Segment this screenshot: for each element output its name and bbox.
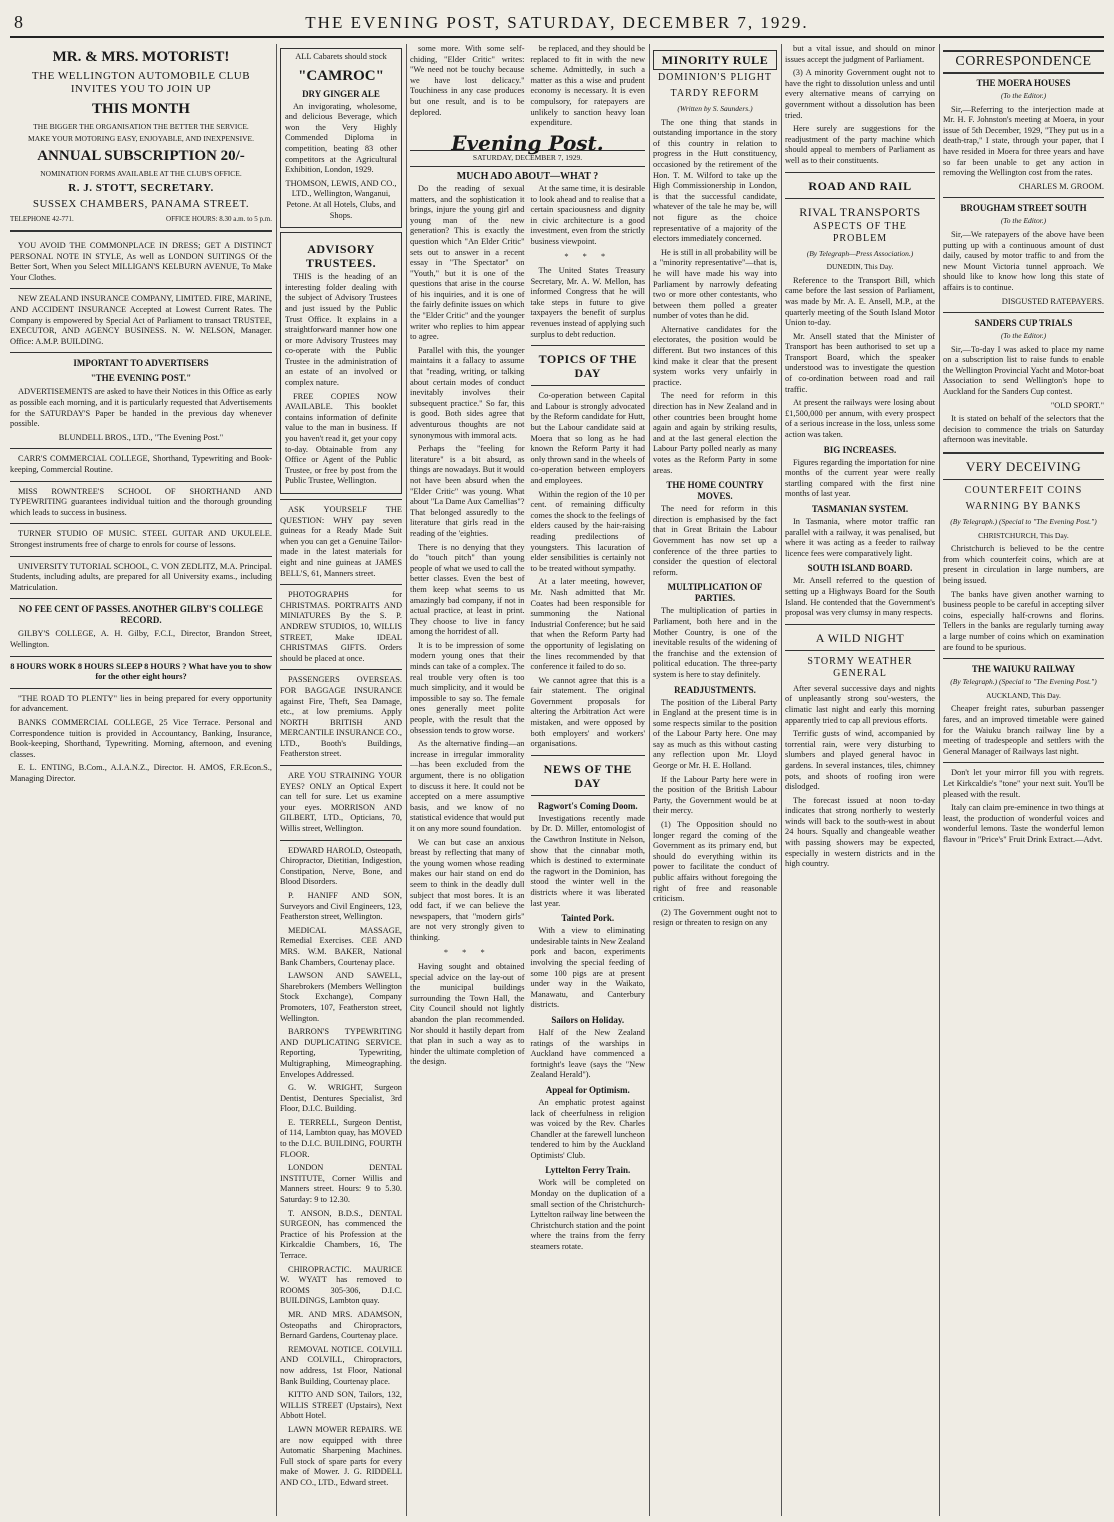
- news-p1: Investigations recently made by Dr. D. Miller, entomologist of the Cawthron Institute in Nelson, show that the cinnabar moth, which is destined to exterminate the ragwort in the Dominion, has stood the winter well in the districts where it was liberated last year.: [530, 813, 645, 908]
- photographs-ad: PHOTOGRAPHS for CHRISTMAS. PORTRAITS AND MINIATURES By the S. P. ANDREW STUDIOS, 10, WILLIS STREET, Make IDEAL CHRISTMAS GIFTS. Orders should be placed at once.: [280, 590, 402, 663]
- divider: [531, 385, 646, 386]
- wind-sub: STORMY WEATHER GENERAL: [807, 655, 913, 679]
- editorial-p2: Parallel with this, the younger maintains it a fallacy to assume that "reading, writing, or talking about certain modes of conduct inevitably involves their subsequent practice." So far, this is good. Both sides agree that adventurous thoughts are not synonymous with immoral acts.: [410, 345, 525, 440]
- principals-ad: E. L. ENTING, B.Com., A.I.A.N.Z., Director. H. AMOS, F.R.Econ.S., Managing Director.: [10, 763, 272, 783]
- removal-ad: REMOVAL NOTICE. COLVILL AND COLVILL, Chiropractors, now address, 1st Floor, National Bank Building, Courtenay place.: [280, 1344, 402, 1386]
- divider: [943, 762, 1104, 763]
- carr-ad: CARR'S COMMERCIAL COLLEGE, Shorthand, Typewriting and Book-keeping, Commercial Routine.: [10, 454, 272, 474]
- minority-head: MINORITY RULE: [653, 50, 777, 70]
- motor-ad-line2: THIS MONTH: [92, 101, 190, 117]
- road-byline: (By Telegraph—Press Association.): [806, 248, 914, 258]
- masthead: [10, 10, 1104, 38]
- waiuku-p1: Cheaper freight rates, suburban passenger fares, and an improved timetable were gained for the Waiuku branch railway line by a meeting of tradespeople and settlers with the General Manager of Railways last night.: [943, 704, 1104, 756]
- editorial-p5: It is to be impression of some modern young ones that their minds can take of a complex. The real trouble very often is too much simplicity, and it would be impossible to say so. The female ones generally meet polite people, with the result that the obsession tends to grow worse.: [410, 640, 525, 735]
- editorial-center-p3: We can but case an anxious breast by reflecting that many of the young women whose reading makes our hair stand on end do seem to think in the deadly dull subject that most bores. It is an odd fact, if we can believe the newspapers, that "modern girls" are not very strongly given to thinking.: [410, 837, 525, 942]
- road-p2: Mr. Ansell stated that the Minister of Transport has been authorised to set up a Transport Board, which the speaker understood was to investigate the question of co-ordination between road and rail traffic.: [785, 331, 935, 394]
- divider: [531, 345, 646, 346]
- passengers-ad: PASSENGERS OVERSEAS. FOR BAGGAGE INSURANCE against Fire, Theft, Sea Damage, etc., at low premiums. Apply NORTH BRITISH AND MERCANTILE INSURANCE CO., LTD., Booth's Buildings, Featherston street.: [280, 675, 402, 759]
- sanders-head: SANDERS CUP TRIALS: [974, 318, 1073, 329]
- divider: [10, 556, 272, 557]
- insurance-ad: NEW ZEALAND INSURANCE COMPANY, LIMITED. FIRE, MARINE, AND ACCIDENT INSURANCE Accepted at Lowest Current Rates. The Company is empowered by Special Act of Parliament to transact TRUSTEE, EXECUTOR, AND AGENCY BUSINESS. N. W. NELSON, Manager. Office: A.M.P. BUILDING.: [10, 294, 272, 346]
- news-sub5: Lyttelton Ferry Train.: [545, 1165, 631, 1176]
- rowntree-ad: MISS ROWNTREE'S SCHOOL OF SHORTHAND AND TYPEWRITING guarantees individual tuition and the thorough grounding which leads to success in business.: [10, 486, 272, 517]
- column-1: [10, 44, 272, 1516]
- topics-p3: At a later meeting, however, Mr. Nash admitted that Mr. Coates had been responsible for summoning the National Industrial Conference; but he said that when the Reform Party had the opportunity of legislating on the lines recommended by that conference it failed to do so.: [530, 577, 645, 672]
- milligan-ad: YOU AVOID THE COMMONPLACE IN DRESS; GET A DISTINCT PERSONAL NOTE IN STYLE, As well as LONDON SUITINGS Of the Better Sort, When you Select MILLIGAN'S KELBURN AVENUE, To Make Your Clothes.: [10, 241, 272, 282]
- news-sub2: Tainted Pork.: [561, 913, 615, 924]
- lawson-ad: LAWSON AND SAWELL, Sharebrokers (Members Wellington Stock Exchange), Company Promoters, 107, Featherston street, Wellington.: [280, 971, 402, 1023]
- camroc-maker: THOMSON, LEWIS, AND CO., LTD., Wellington, Wanganui, Petone. At all Hotels, Clubs, and Shops.: [285, 178, 397, 220]
- road-sub1: RIVAL TRANSPORTS: [799, 204, 921, 219]
- sanders-p1: Sir,—To-day I was asked to place my name on a subscription list to raise funds to enable the Wellington Provincial Yacht and Motor-boat Association to send Wellington's hope to Auckland for the Sanders Cup contest.: [943, 344, 1104, 397]
- minority-sub4: MULTIPLICATION OF PARTIES.: [667, 582, 763, 604]
- important-head: IMPORTANT TO ADVERTISERS: [73, 358, 209, 369]
- moera-to: (To the Editor.): [1000, 91, 1047, 100]
- correspondence-head: CORRESPONDENCE: [943, 50, 1104, 74]
- evening-post-nameplate: Evening Post.: [451, 130, 604, 155]
- topics-p4: We cannot agree that this is a fair statement. The original Government proposals for altering the Arbitration Act were mistaken, and were opposed by both employers' and workers' organisations.: [530, 675, 645, 749]
- haniff-ad: P. HANIFF AND SON, Surveyors and Civil Engineers, 123, Featherston street, Wellington.: [280, 891, 402, 922]
- waiuku-byline: (By Telegraph.) (Special to "The Evening Post."): [950, 677, 1097, 687]
- massage-ad: MEDICAL MASSAGE, Remedial Exercises. CEE AND MRS. W.M. BAKER, National Bank Chambers, Courtenay place.: [280, 925, 402, 967]
- minority-sub2: TARDY REFORM: [670, 88, 760, 99]
- column-6: [943, 44, 1104, 1516]
- motor-ad-secretary: R. J. STOTT, SECRETARY.: [68, 181, 214, 194]
- motor-ad-line5: ANNUAL SUBSCRIPTION 20/-: [37, 148, 245, 164]
- column-rule: [781, 44, 782, 1516]
- mower-ad: LAWN MOWER REPAIRS. WE are now equipped with three Automatic Sharpening Machines. Full stock of spare parts for every make of Mower. J. G. RIDDELL AND CO., LTD., Edward street.: [280, 1424, 402, 1487]
- editorial-right: [531, 44, 646, 132]
- divider: [10, 230, 272, 232]
- col5-p1: (3) A minority Government ought not to have the right to dissolution unless and until every alternative means of carrying on government without a dissolution has been tried.: [785, 68, 935, 120]
- divider: [785, 624, 935, 625]
- deceive-p2: The banks have given another warning to business people to be careful in accepting silver coins, especially half-crowns and florins. Tellers in the banks are regularly turning away a large number of coins which on examination are found to be spurious.: [943, 589, 1104, 652]
- minority-byline: (Written by S. Saunders.): [677, 104, 753, 113]
- news-sub4: Appeal for Optimism.: [545, 1084, 630, 1095]
- minority-p6: The multiplication of parties in Parliament, both here and in the Mother Country, is one of the inevitable results of the widening of the franchise and the extension of political education. The three-party system is here to stay definitely.: [653, 606, 777, 679]
- banks-college-ad: BANKS COMMERCIAL COLLEGE, 25 Vice Terrace. Personal and Correspondence tuition is provided in Accountancy, Banking, Insurance, Book-keeping, Shorthand, Typewriting. Morning, afternoon, and evening classes.: [10, 717, 272, 759]
- news-head: NEWS OF THE DAY: [543, 761, 632, 790]
- editorial-right-p1: be replaced, and they should be replaced to fit in with the new scheme. Admittedly, in such a matter as this a wise and prudent economy is necessary. It is even compulsory, for ratepayers are unlikely to sanction heavy loan expenditure.: [530, 44, 645, 128]
- news-sub1: Ragwort's Coming Doom.: [537, 800, 638, 811]
- deceive-dateline: CHRISTCHURCH, This Day.: [978, 530, 1069, 540]
- topics-p2: Within the region of the 10 per cent. of remaining difficulty comes the shock to the feelings of elders caused by the hair-raising reading predilections of youngsters. This lacuration of elder sensibilities is certainly not to be treated without sympathy.: [530, 489, 645, 573]
- sleep-ad: 8 HOURS WORK 8 HOURS SLEEP 8 HOURS ? What have you to show for the other eight hours?: [10, 661, 272, 682]
- motor-ad-telephone: TELEPHONE 42-771.: [10, 214, 74, 223]
- classified-left: [10, 238, 272, 787]
- divider: [10, 448, 272, 449]
- brougham-to: (To the Editor.): [1000, 216, 1047, 226]
- wind-p2: Terrific gusts of wind, accompanied by torrential rain, were very disturbing to slumbers and played general havoc in gardens. In several instances, tiles, chimney pots, and shoots of roofing iron were dislodged.: [785, 729, 935, 792]
- brougham-sig: DISGUSTED RATEPAYERS.: [1001, 296, 1104, 306]
- divider: [280, 669, 402, 670]
- road-sub3: BIG INCREASES.: [823, 444, 897, 455]
- harold-ad: EDWARD HAROLD, Osteopath, Chiropractor, Dietitian, Indigestion, Constipation, Nerve, Bone, and Blood Disorders.: [280, 845, 402, 887]
- waiuku-head: THE WAIUKU RAILWAY: [971, 664, 1076, 675]
- news-p5: Work will be completed on Monday on the duplication of a small section of the Christchurch-Lyttelton railway line between the Christchurch station and the point where the trains from the ferry steamers rotate.: [530, 1178, 645, 1252]
- minority-p1: The one thing that stands in outstanding importance in the story of this country in relation to progress in the Hutt constituency, occasioned by the retirement of the Hon. T. M. Wilford to take up the High Commissionership in London, is that the successful candidate, whatever of the tale he may be, will not figure as the choice representative of a majority of the electors immediately concerned.: [653, 117, 777, 244]
- topics-p1: Co-operation between Capital and Labour is strongly advocated by the Reform candidate for Hutt, but the Labour candidate said at Moera that so long as he had known the Reform Party it had only thrown sand in the wheels of co-operation between employers and employees.: [530, 391, 645, 485]
- moera-head: THE MOERA HOUSES: [976, 78, 1071, 88]
- road-p5: In Tasmania, where motor traffic ran parallel with a railway, it was penalised, but where it was acting as a feeder to railway licence fees were comparatively light.: [785, 517, 935, 558]
- divider: [10, 288, 272, 289]
- motor-ad-line4: MAKE YOUR MOTORING EASY, ENJOYABLE, AND INEXPENSIVE.: [28, 133, 254, 143]
- minority-p9: (1) The Opposition should no longer regard the coming of the Government as its primary end, but should do everything within its power to facilitate the conduct of public affairs without foregoing the right of free and reasonable criticism.: [653, 820, 777, 904]
- divider: [943, 312, 1104, 313]
- minority-p4: The need for reform in this direction has in New Zealand and in other countries been brought home again and again by striking results, and at the last general election the Labour Party polled nearly as many votes as the Reform Party in some areas.: [653, 391, 777, 475]
- chiro-ad: CHIROPRACTIC. MAURICE W. WYATT has removed to ROOMS 305-306, D.I.C. BUILDINGS, Lambton quay.: [280, 1264, 402, 1306]
- motor-ad-line6: NOMINATION FORMS AVAILABLE AT THE CLUB'S OFFICE.: [40, 169, 242, 178]
- road-head: ROAD AND RAIL: [808, 178, 912, 193]
- column-rule: [939, 44, 940, 1516]
- important-sub: "THE EVENING POST.": [90, 373, 192, 384]
- editorial-col-a: [410, 184, 525, 1256]
- adamson-ad: MR. AND MRS. ADAMSON, Osteopaths and Chiropractors, Bernard Gardens, Courtenay place.: [280, 1309, 402, 1341]
- editorial-body: [410, 184, 645, 1256]
- col5-p0: but a vital issue, and should on minor issues accept the judgment of Parliament.: [785, 44, 935, 64]
- column-4: [653, 44, 777, 1516]
- minority-sub3: THE HOME COUNTRY MOVES.: [666, 480, 764, 502]
- divider: [10, 598, 272, 599]
- editorial-center-p4: Having sought and obtained special advice on the lay-out of the municipal buildings surrounding the Town Hall, the City Council should not lightly abandon the plan recommended. Nor should it hastily depart from that plan in such a way as to hinder the ultimate completion of the design.: [410, 962, 525, 1067]
- deceive-p1: Christchurch is believed to be the centre from which counterfeit coins, which are at present in circulation in large numbers, are being issued.: [943, 544, 1104, 585]
- editorial-date: SATURDAY, DECEMBER 7, 1929.: [410, 150, 645, 167]
- divider: [280, 840, 402, 841]
- minority-sub5: READJUSTMENTS.: [674, 684, 756, 695]
- important-body: ADVERTISEMENTS are asked to have their Notices in this Office as early as possible each morning, and it is particularly requested that Advertisements for the SATURDAY'S Paper be handed in the previous day whenever possible.: [10, 387, 272, 429]
- motor-ad-head: MR. & MRS. MOTORIST!: [52, 49, 230, 65]
- editorial-center-p2: As the alternative finding—an increase in irregular immorality—has been excluded from the argument, there is no obligation to discuss it here. It could not be accepted on a mere assumptive basis, and we know of no statistical evidence that would put it on any more sound foundation.: [410, 739, 525, 833]
- london-dental-ad: LONDON DENTAL INSTITUTE, Corner Willis and Manners street. Hours: 9 to 5.30. Saturday: 9 to 12.30.: [280, 1163, 402, 1205]
- road-p3: At present the railways were losing about £1,500,000 per annum, with every prospect of a serious increase in the loss, unless some action was taken.: [785, 398, 935, 440]
- barrons-ad: BARRON'S TYPEWRITING AND DUPLICATING SERVICE. Reporting, Typewriting, Multigraphing, Mimeographing. Envelopes Addressed.: [280, 1027, 402, 1079]
- editorial-p1: Do the reading of sexual matters, and the sophistication it brings, injure the young girl and young man of the new generation? This is exactly the question which "An Elder Critic" sets out to answer in a recent essay in "The Spectator" on "Youth," but it is one of the questions that arise in the course of his inquiries, and it is one of the fairly definite issues on which the "Elder Critic" and the younger writer who replies to him appear to agree.: [410, 183, 525, 342]
- minority-p10: (2) The Government ought not to resign or threaten to resign on any: [653, 907, 777, 928]
- divider: [10, 523, 272, 524]
- editorial-p4: There is no denying that they do "touch pitch" than young people of what we used to call the better classes. Even the best of them keep what seems to us amazingly bad company, if not in actual practice, at least in print. They choose to live in fancy among the horridest of all.: [410, 542, 525, 637]
- wind-p3: The forecast issued at noon to-day indicates that strong northerly to westerly winds will back to the south-west in about 24 hours. Squally and changeable weather with passing showers may be expected, especially in western districts and in the high country.: [785, 795, 935, 869]
- road-dateline: DUNEDIN, This Day.: [826, 262, 894, 272]
- deceive-sub1: COUNTERFEIT COINS: [964, 485, 1083, 497]
- col5-p2: Here surely are suggestions for the readjustment of the party machine which should appeal to members of Parliament as well as to their constituents.: [785, 124, 935, 165]
- divider: [943, 452, 1104, 454]
- wright-ad: G. W. WRIGHT, Surgeon Dentist, Dentures Specialist, 3rd Floor, D.I.C. Building.: [280, 1083, 402, 1114]
- sanders-p2: It is stated on behalf of the selectors that the decision to commence the trials on Saturday afternoon was inevitable.: [943, 414, 1104, 445]
- column-rule: [276, 44, 277, 1516]
- moera-sig: CHARLES M. GROOM.: [1018, 181, 1104, 191]
- masthead-title: THE EVENING POST, SATURDAY, DECEMBER 7, 1929.: [305, 13, 809, 32]
- news-p3: Half of the New Zealand ratings of the warships in Auckland have commenced a fortnight's leave (says the "New Zealand Herald").: [530, 1027, 645, 1080]
- camroc-ad: [280, 48, 402, 228]
- minority-p2: He is still in all probability will be a "minority representative"—that is, he will have made his way into Parliament by narrowly defeating two or more other contestants, who between them polled a greater number of votes than he did.: [653, 247, 777, 321]
- anson-ad: T. ANSON, B.D.S., DENTAL SURGEON, has commenced the Practice of his Profession at the Kirkcaldie Chambers, 16, The Terrace.: [280, 1208, 402, 1260]
- waiuku-dateline: AUCKLAND, This Day.: [986, 690, 1061, 700]
- road-sub5: SOUTH ISLAND BOARD.: [807, 563, 913, 574]
- road-p4: Figures regarding the importation for nine months of the current year were really startling compared with the first nine months of last year.: [785, 457, 935, 499]
- deceive-head: VERY DECEIVING: [965, 459, 1082, 475]
- wind-p1: After several successive days and nights of unpleasantly strong sou'-westers, the climatic last night and early this morning apparently tried to cap all previous efforts.: [785, 683, 935, 725]
- university-ad: UNIVERSITY TUTORIAL SCHOOL, C. VON ZEDLITZ, M.A. Principal. Students, including adults, are prepared for all University exams., including Matriculation.: [10, 561, 272, 592]
- editorial-headline: MUCH ADO ABOUT—WHAT ?: [456, 170, 599, 182]
- divider: [280, 765, 402, 766]
- advert-1: Don't let your mirror fill you with regrets. Let Kirkcaldie's "tone" your next suit. You'll be pleased with the result.: [943, 768, 1104, 799]
- editorial-p3: Perhaps the "feeling for literature" is a bit absurd, as things are nowadays. But it would not have been absurd when the "Elder Critic" was young. What about "La Dame Aux Camellias"? That belonged assuredly to the literature that girls read in the reading of the 'eighties.: [410, 444, 525, 538]
- camroc-head: ALL Cabarets should stock: [295, 52, 387, 61]
- wind-head: A WILD NIGHT: [815, 630, 905, 645]
- divider: [10, 481, 272, 482]
- terrell-ad: E. TERRELL, Surgeon Dentist, of 114, Lambton quay, has MOVED to the D.I.C. BUILDING, FOURTH FLOOR.: [280, 1117, 402, 1159]
- editorial-left: [410, 44, 525, 132]
- divider: [531, 755, 646, 756]
- question-ad: ASK YOURSELF THE QUESTION: WHY pay seven guineas for a Ready Made Suit when you can get a Genuine Tailor-made in the latest materials for eight and nine guineas at JAMES BELL'S, 61, Manners street.: [280, 505, 402, 578]
- motor-ad-line3: THE BIGGER THE ORGANISATION THE BETTER THE SERVICE.: [33, 122, 249, 131]
- editorial-right-p3: The United States Treasury Secretary, Mr. A. W. Mellon, has informed Congress that he will take steps in future to give taxpayers the benefit of surplus revenues instead of applying such surplus to debt reduction.: [530, 266, 645, 339]
- divider: [943, 479, 1104, 480]
- sanders-to: (To the Editor.): [1000, 331, 1047, 341]
- free-copies: FREE COPIES NOW AVAILABLE. This booklet contains information of definite value to the man in business. If you haven't read it, get your copy to-day. Obtainable from any Office or Agent of the Public Trustee, or free by post from the Public Trustee, Wellington.: [285, 391, 397, 486]
- road-plenty-ad: "THE ROAD TO PLENTY" lies in being prepared for every opportunity for advancement.: [10, 693, 272, 714]
- motor-club-ad: [10, 48, 272, 224]
- eyes-ad: ARE YOU STRAINING YOUR EYES? ONLY an Optical Expert can tell for sure. Let us examine your eyes. MORRISON AND GILBERT, LTD., Opticians, 70, Willis street, Wellington.: [280, 771, 402, 834]
- classified-grid: [10, 238, 272, 787]
- gilbys-ad: GILBY'S COLLEGE, A. H. Gilby, F.C.I., Director, Brandon Street, Wellington.: [10, 629, 272, 649]
- trustees-body: THIS is the heading of an interesting folder dealing with the subject of Advisory Trustees and just issued by the Public Trust Office. It explains in a straightforward manner how one or more Advisory Trustees may co-operate with the Public Trustee in the administration of an estate of an involved or complex nature.: [285, 272, 397, 388]
- editorial-center-p1: some more. With some self-chiding, "Elder Critic" writes: "We need not be touchy because we have lost delicacy." Touchiness in any case produces but one result, and is to be deplored.: [410, 44, 525, 117]
- divider: [943, 658, 1104, 659]
- news-sub3: Sailors on Holiday.: [551, 1014, 625, 1025]
- divider: [785, 172, 935, 173]
- column-rule: [649, 44, 650, 1516]
- brougham-head: BROUGHAM STREET SOUTH: [960, 203, 1087, 214]
- section-separator: * * *: [564, 251, 612, 261]
- column-3-editorial: [410, 44, 645, 1516]
- editorial-right-p2: At the same time, it is desirable to look ahead and to realise that a certain spaciousness and dignity in civic architecture is a good investment, even from the strictly business viewpoint.: [530, 183, 645, 246]
- advert-2: Italy can claim pre-eminence in two things at least, the production of wonderful voices and wonderful lemons. Taste the wonderful lemon flavour in "Price's" Fruit Drink Extract.—Advt.: [943, 803, 1104, 844]
- blundell-ad: BLUNDELL BROS., LTD., "The Evening Post.": [58, 432, 224, 442]
- camroc-name: "CAMROC": [298, 67, 384, 84]
- brougham-p1: Sir,—We ratepayers of the above have been putting up with a continuous amount of dust daily, caused by motor traffic to and from the new Mount Victoria tunnel approach. We should like to know how long this state of affairs is to continue.: [943, 229, 1104, 292]
- trustees-ad: [280, 232, 402, 494]
- sanders-sig: "OLD SPORT.": [1050, 400, 1104, 410]
- divider: [280, 584, 402, 585]
- deceive-sub2: WARNING BY BANKS: [965, 501, 1082, 513]
- divider: [531, 795, 646, 796]
- road-p6: Mr. Ansell referred to the question of setting up a Highways Board for the South Island. He contended that the Government's proposal was very clumsy in many respects.: [785, 576, 935, 618]
- column-2: [280, 44, 402, 1516]
- divider: [943, 197, 1104, 198]
- section-separator: * * *: [443, 947, 491, 957]
- moera-p1: Sir,—Referring to the interjection made at Mr. H. F. Johnston's meeting at Moera, in your issue of 5th December, 1929, "They put us in a death-trap," I state, through your paper, that I have resided in Moera for three years and have so far been unable to get any action in removing the Wellington cost from the rates.: [943, 104, 1104, 178]
- topics-head: TOPICS OF THE DAY: [538, 352, 637, 381]
- camroc-body: An invigorating, wholesome, and delicious Beverage, which won the Very Highly Commended Diploma in competition, beating 83 other competitors at the Agricultural Exhibition, London, 1929.: [285, 101, 397, 175]
- minority-p7: The position of the Liberal Party in England at the present time is in some respects similar to the position of the Labour Party here. One may say as much as this without casting any reflection upon Mr. Lloyd George or Mr. H. E. Holland.: [653, 697, 777, 771]
- trustees-head: ADVISORY TRUSTEES.: [305, 242, 377, 271]
- divider: [10, 656, 272, 657]
- deceive-byline: (By Telegraph.) (Special to "The Evening Post."): [950, 517, 1097, 527]
- minority-p3: Alternative candidates for the electorates, the position would be different. But two instances of this kind make it clear that the present system works very unfairly in practice.: [653, 324, 777, 387]
- road-p1: Reference to the Transport Bill, which came before the last session of Parliament, was made by Mr. A. E. Ansell, M.P., at the quarterly meeting of the South Island Motor Union to-day.: [785, 275, 935, 328]
- divider: [10, 352, 272, 353]
- page-number: 8: [14, 12, 23, 32]
- no-fee-ad: NO FEE CENT OF PASSES. ANOTHER GILBY'S COLLEGE RECORD.: [18, 604, 264, 626]
- news-p2: With a view to eliminating undesirable taints in New Zealand pork and bacon, experiments involving the special feeding of some 100 pigs are at present under way in the Waikato, Manawatu, and Canterbury districts.: [530, 926, 645, 1010]
- camroc-sub: DRY GINGER ALE: [302, 88, 380, 99]
- turner-ad: TURNER STUDIO OF MUSIC. STEEL GUITAR AND UKULELE. Strongest instruments free of charge to enrols for course of lessons.: [10, 529, 272, 549]
- column-5: [785, 44, 935, 1516]
- minority-sub1: DOMINION'S PLIGHT: [657, 72, 773, 83]
- road-sub4: TASMANIAN SYSTEM.: [811, 504, 909, 514]
- motor-ad-footer: [10, 214, 272, 225]
- minority-p8: If the Labour Party here were in the position of the British Labour Party, the Government would be at their mercy.: [653, 774, 777, 816]
- column-rule: [406, 44, 407, 1516]
- motor-ad-line1: THE WELLINGTON AUTOMOBILE CLUB INVITES YOU TO JOIN UP: [31, 70, 251, 95]
- kitto-ad: KITTO AND SON, Tailors, 132, WILLIS STREET (Upstairs), Next Abbott Hotel.: [280, 1390, 402, 1421]
- minority-p5: The need for reform in this direction is emphasised by the fact that in Great Britain the Labour Government has now set up a conference of the three parties to consider the question of electoral reform.: [653, 504, 777, 577]
- divider: [785, 650, 935, 651]
- editorial-split: [410, 44, 645, 132]
- motor-ad-address: SUSSEX CHAMBERS, PANAMA STREET.: [32, 197, 250, 210]
- motor-ad-hours: OFFICE HOURS: 8.30 a.m. to 5 p.m.: [166, 214, 272, 223]
- divider: [10, 688, 272, 689]
- road-sub2: ASPECTS OF THE PROBLEM: [813, 220, 907, 244]
- editorial-col-b: [531, 184, 646, 1256]
- news-p4: An emphatic protest against lack of cheerfulness in religion was voiced by the Rev. Charles Chandler at the farewell luncheon tendered to him by the Auckland Optimists' Club.: [530, 1097, 645, 1160]
- divider: [785, 198, 935, 199]
- divider: [280, 499, 402, 500]
